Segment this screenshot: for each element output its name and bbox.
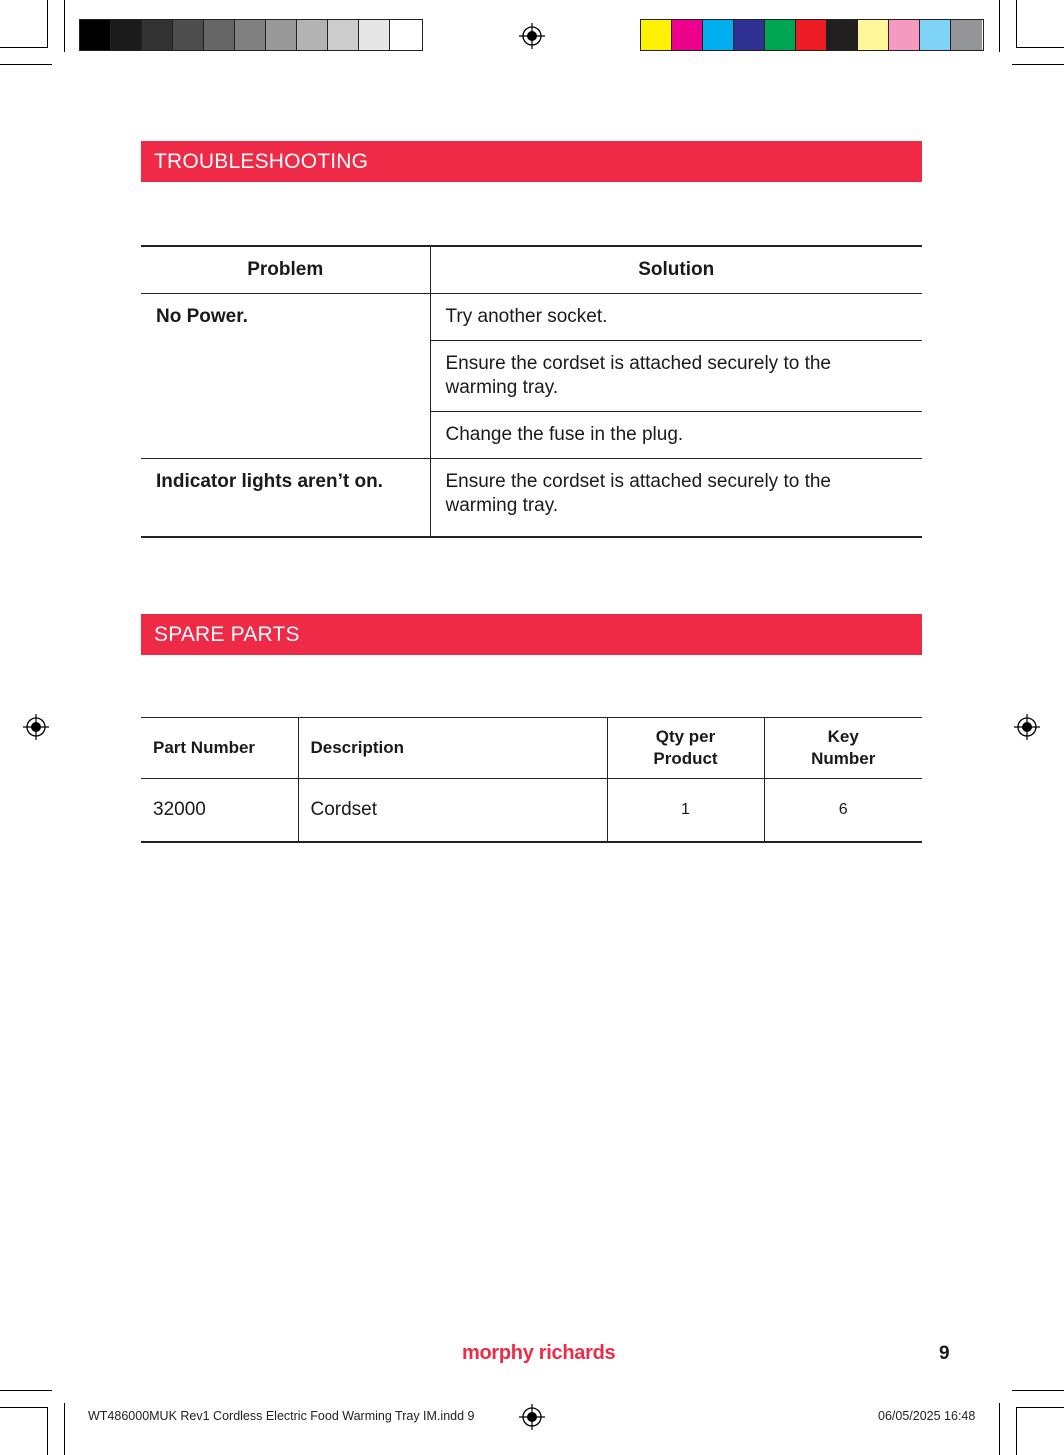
column-header-problem: Problem [141, 246, 430, 294]
column-header-qty [607, 718, 764, 779]
crop-mark [0, 1390, 52, 1391]
solution-cell: Try another socket. [430, 294, 922, 341]
table-header-row [141, 246, 922, 294]
column-header-part-number: Part Number [141, 718, 298, 779]
registration-mark-icon [519, 23, 545, 49]
color-swatch [266, 20, 297, 50]
spare-parts-header: SPARE PARTS [141, 614, 922, 655]
color-swatch [765, 20, 796, 50]
column-header-key [764, 718, 922, 779]
color-swatch [390, 20, 421, 50]
table-header-row [141, 718, 922, 779]
color-swatch [297, 20, 328, 50]
crop-mark [64, 0, 65, 52]
color-swatch [827, 20, 858, 50]
solution-cell: Ensure the cordset is attached securely to the warming tray. [430, 459, 922, 538]
color-swatch [142, 20, 173, 50]
solution-cell: Change the fuse in the plug. [430, 412, 922, 459]
crop-mark [1016, 1407, 1017, 1455]
color-swatch [951, 20, 982, 50]
crop-mark [1016, 0, 1017, 48]
registration-mark-icon [23, 714, 49, 740]
registration-mark-icon [519, 1404, 545, 1430]
qty-header-line1: Qty per [655, 727, 716, 746]
troubleshooting-header: TROUBLESHOOTING [141, 141, 922, 182]
crop-mark [47, 1407, 48, 1455]
color-swatch [204, 20, 235, 50]
crop-mark [1016, 47, 1064, 48]
crop-mark [0, 64, 52, 65]
color-swatch [359, 20, 390, 50]
crop-mark [0, 47, 48, 48]
crop-mark [1016, 1407, 1064, 1408]
brand-logo: morphy richards [462, 1342, 616, 1364]
crop-mark [64, 1403, 65, 1455]
crop-mark [999, 1403, 1000, 1455]
color-swatch [703, 20, 734, 50]
crop-mark [999, 0, 1000, 52]
qty-header-line2: Product [653, 749, 718, 768]
spare-parts-table [141, 717, 922, 843]
column-header-description: Description [298, 718, 607, 779]
description-cell: Cordset [298, 779, 607, 843]
crop-mark [47, 0, 48, 48]
table-row [141, 294, 922, 341]
problem-cell: No Power. [141, 294, 430, 459]
problem-cell: Indicator lights aren’t on. [141, 459, 430, 538]
crop-mark [1012, 64, 1064, 65]
color-swatch [111, 20, 142, 50]
color-swatch [796, 20, 827, 50]
color-swatch [672, 20, 703, 50]
crop-mark [0, 1407, 48, 1408]
key-number-cell: 6 [764, 779, 922, 843]
crop-mark [1012, 1390, 1064, 1391]
color-swatch [641, 20, 672, 50]
table-row [141, 459, 922, 538]
color-swatch [80, 20, 111, 50]
registration-mark-icon [1014, 714, 1040, 740]
color-swatch [173, 20, 204, 50]
grayscale-color-bar [79, 19, 423, 51]
color-swatch [235, 20, 266, 50]
key-header-line1: Key [827, 727, 859, 746]
color-swatch [328, 20, 359, 50]
color-swatch [734, 20, 765, 50]
troubleshooting-table [141, 245, 922, 538]
table-row [141, 779, 922, 843]
column-header-solution: Solution [430, 246, 922, 294]
part-number-cell: 32000 [141, 779, 298, 843]
color-swatch [920, 20, 951, 50]
page-number: 9 [939, 1343, 950, 1364]
slug-date: 06/05/2025 16:48 [878, 1409, 976, 1423]
solution-cell: Ensure the cordset is attached securely to the warming tray. [430, 341, 922, 412]
qty-cell: 1 [607, 779, 764, 843]
color-swatch [889, 20, 920, 50]
key-header-line2: Number [811, 749, 876, 768]
color-swatch [858, 20, 889, 50]
slug-filename: WT486000MUK Rev1 Cordless Electric Food Warming Tray IM.indd 9 [88, 1409, 475, 1423]
cmyk-color-bar [640, 19, 984, 51]
